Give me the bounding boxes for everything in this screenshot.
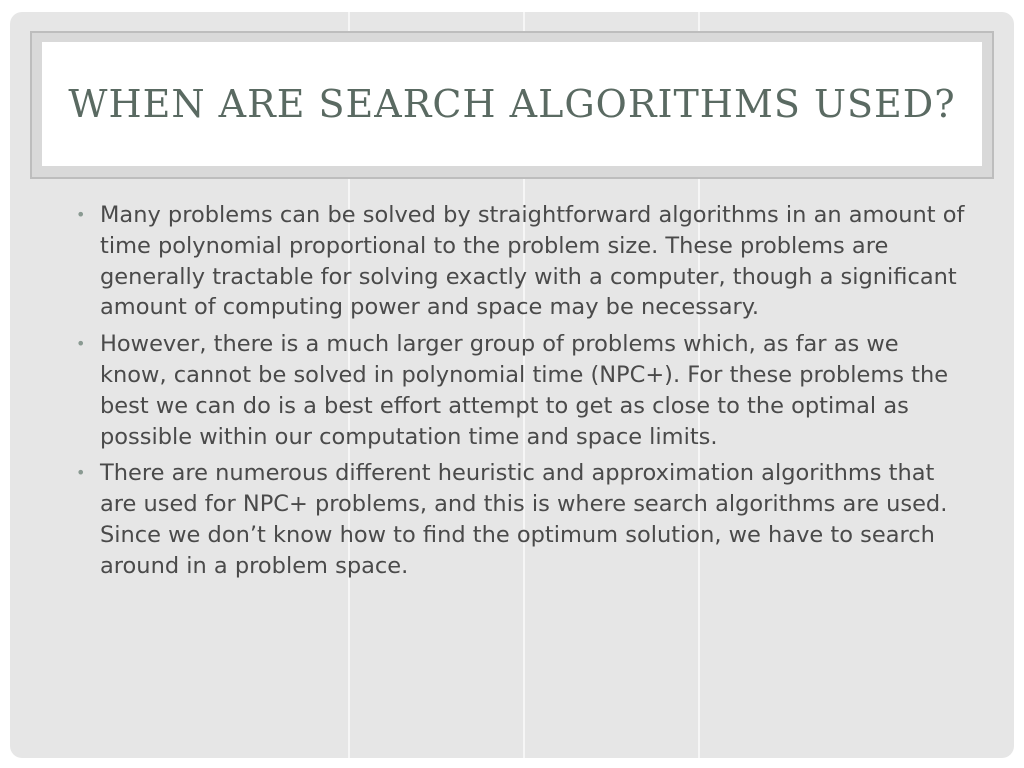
bullet-dot: • — [76, 334, 86, 354]
bullet-dot: • — [76, 463, 86, 483]
slide — [10, 12, 1014, 758]
bullet-item — [72, 458, 972, 581]
bullet-text: However, there is a much larger group of problems which, as far as we know, cannot be solved in polynomial time (NPC+). For these problems the best we can do is a best effort attempt to get as close to the optimal as possible within our computation time and space limits. — [100, 331, 949, 450]
bullet-dot: • — [76, 205, 86, 224]
bullet-text: Many problems can be solved by straightforward algorithms in an amount of time polynomial proportional to the problem size. These problems are generally tractable for solving exactly with a computer, though a significant amount of computing power and space may be necessary. — [100, 202, 965, 321]
bullet-item — [72, 329, 972, 452]
bullet-list — [72, 200, 972, 588]
title-frame — [30, 31, 994, 179]
bullet-item — [72, 200, 972, 323]
slide-title: WHEN ARE SEARCH ALGORITHMS USED? — [68, 82, 956, 126]
title-box — [42, 42, 982, 166]
bullet-text: There are numerous different heuristic and approximation algorithms that are used for NPC+ problems, and this is where search algorithms are used. Since we don’t know how to find the optimum solution, we have to search around in a problem space. — [100, 460, 948, 579]
